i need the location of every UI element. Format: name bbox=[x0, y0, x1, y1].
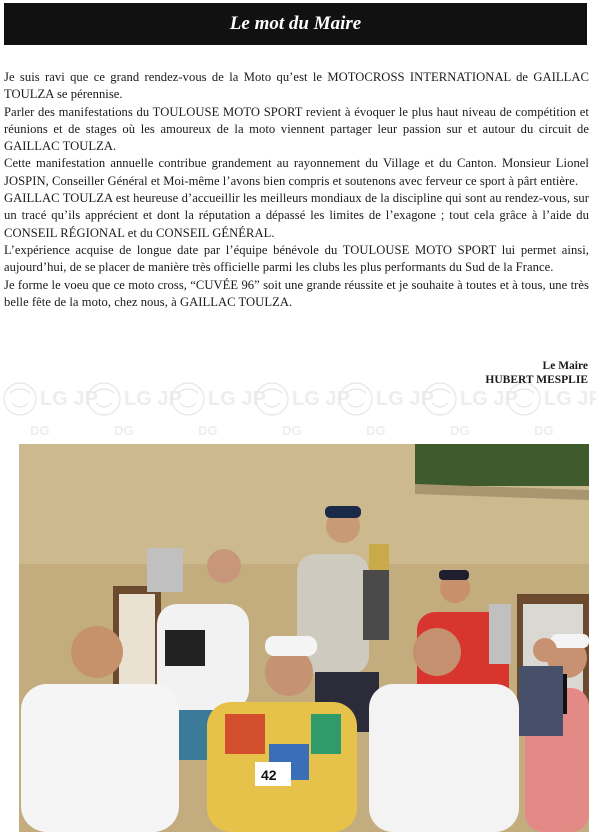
podium-photo-image bbox=[19, 444, 589, 832]
paragraph: Parler des manifestations du TOULOUSE MOTO SPORT revient à évoquer le plus haut niveau de compétition et réunions et de stages où les amoureux de la moto viennent partager leur passion sur et autour du circuit de GAILLAC TOULZA. bbox=[4, 104, 589, 154]
mayor-letter bbox=[4, 69, 589, 311]
svg-text:42: 42 bbox=[261, 767, 277, 783]
watermark-band bbox=[0, 375, 596, 445]
podium-photo bbox=[19, 444, 589, 832]
signature-role: Le Maire bbox=[542, 360, 588, 372]
watermark-logo-icon bbox=[0, 375, 596, 445]
title-banner bbox=[4, 3, 587, 45]
page-title: Le mot du Maire bbox=[229, 13, 362, 34]
paragraph: Je suis ravi que ce grand rendez-vous de la Moto qu’est le MOTOCROSS INTERNATIONAL de GAILLAC TOULZA se pérennise. bbox=[4, 70, 589, 102]
svg-text:LG JP: LG JP bbox=[40, 388, 98, 410]
paragraph: L’expérience acquise de longue date par l’équipe bénévole du TOULOUSE MOTO SPORT lui permet ainsi, aujourd’hui, de se placer de manière très officielle parmi les clubs les plus performants du Sud de la France. bbox=[4, 242, 589, 275]
paragraph: GAILLAC TOULZA est heureuse d’accueillir les meilleurs mondiaux de la discipline qui sont au rendez-vous, sur un tracé qu’ils apprécient et dont la réputation a dépassé les limites de l’exagone ; tout cela grâce à l’aide du CONSEIL RÉGIONAL et du CONSEIL GÉNÉRAL. bbox=[4, 191, 589, 240]
svg-text:DG: DG bbox=[30, 423, 50, 438]
paragraph: Je forme le voeu que ce moto cross, “CUVÉE 96” soit une grande réussite et je souhaite à toutes et à tous, une très belle fête de la moto, chez nous, à GAILLAC TOULZA. bbox=[4, 277, 589, 309]
signature-name: HUBERT MESPLIE bbox=[485, 373, 588, 386]
paragraph: Cette manifestation annuelle contribue grandement au rayonnement du Village et du Canton. Monsieur Lionel JOSPIN, Conseiller Général et Moi-même l’avons bien compris et soutenons avec ferveur ce sport à pârt entière. bbox=[4, 156, 589, 188]
